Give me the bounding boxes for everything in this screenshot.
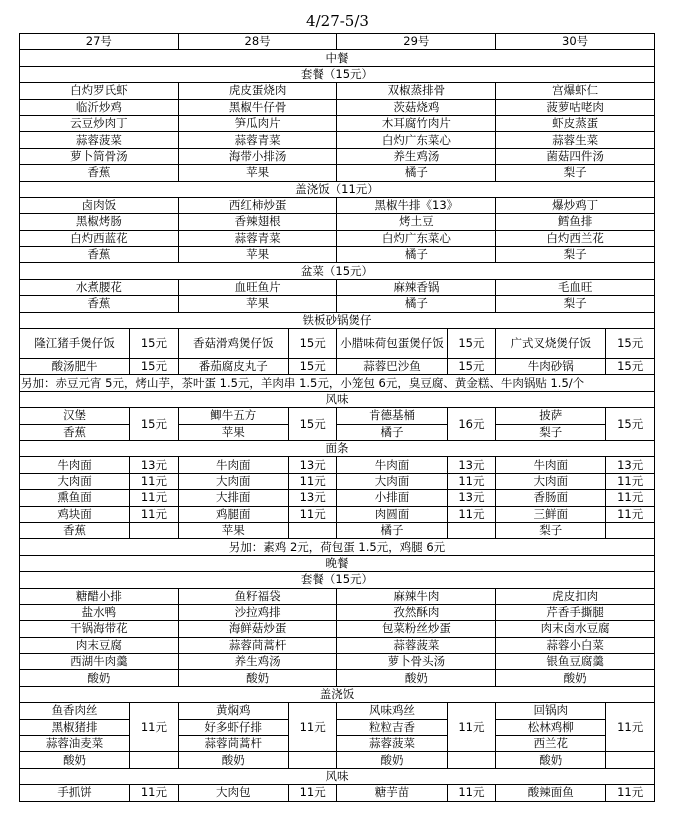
- dish-cell: 水煮腰花: [20, 279, 179, 295]
- dish-cell: 萝卜筒骨汤: [20, 148, 179, 164]
- dish-price: 11元: [288, 703, 337, 752]
- dish-cell: 苹果: [178, 165, 337, 181]
- dish-price: 15元: [130, 329, 179, 359]
- dish-cell: 糖醋小排: [20, 588, 179, 604]
- meal-header-dinner: 晚餐: [20, 555, 655, 571]
- dish-price: 11元: [606, 703, 655, 752]
- menu-row: [20, 214, 655, 230]
- dish-name: 鲫牛五方: [178, 408, 288, 424]
- section-header-row: [20, 312, 655, 328]
- menu-row: [20, 703, 655, 719]
- dish-cell: 蒜蓉菠菜: [337, 637, 496, 653]
- empty-cell: [447, 752, 496, 768]
- dish-price: 13元: [288, 457, 337, 473]
- dish-name: 鸡腿面: [178, 506, 288, 522]
- note-row: [20, 375, 655, 391]
- dish-cell: 黑椒牛排《13》: [337, 197, 496, 213]
- dish-name: 酸汤肥牛: [20, 359, 130, 375]
- dish-name: 鱼香肉丝: [20, 703, 130, 719]
- dish-price: 15元: [606, 359, 655, 375]
- section-header: 盆菜（15元）: [20, 263, 655, 279]
- dish-cell: 蒜蓉茼蒿杆: [178, 637, 337, 653]
- fruit-cell: 橘子: [337, 522, 447, 538]
- dish-cell: 菠萝咕咾肉: [496, 99, 655, 115]
- dish-price: 11元: [606, 490, 655, 506]
- drink-cell: 酸奶: [178, 752, 288, 768]
- dish-name: 肯德基桶: [337, 408, 447, 424]
- dish-name: 蒜蓉茼蒿杆: [178, 736, 288, 752]
- extras-note: 另加：素鸡 2元，荷包蛋 1.5元，鸡腿 6元: [20, 539, 655, 555]
- dish-cell: 西湖牛肉羹: [20, 654, 179, 670]
- dish-name: 大排面: [178, 490, 288, 506]
- section-header: 套餐（15元）: [20, 66, 655, 82]
- day-header: 30号: [496, 34, 655, 50]
- dish-cell: 橘子: [337, 247, 496, 263]
- dish-name: 大肉面: [337, 473, 447, 489]
- dish-cell: 银鱼豆腐羹: [496, 654, 655, 670]
- dish-cell: 黑椒牛仔骨: [178, 99, 337, 115]
- drink-cell: 酸奶: [20, 752, 130, 768]
- dish-cell: 香蕉: [20, 296, 179, 312]
- dish-cell: 苹果: [178, 247, 337, 263]
- meal-header-dinner-row: [20, 555, 655, 571]
- dish-price: 13元: [130, 457, 179, 473]
- dish-cell: 白灼广东菜心: [337, 132, 496, 148]
- dish-name: 鸡块面: [20, 506, 130, 522]
- dish-name: 松林鸡柳: [496, 719, 606, 735]
- menu-row: [20, 359, 655, 375]
- dish-cell: 白灼西蓝花: [20, 230, 179, 246]
- dish-name: 小排面: [337, 490, 447, 506]
- menu-row: [20, 197, 655, 213]
- page-title: 4/27-5/3: [306, 12, 369, 30]
- weekly-menu-table: [19, 33, 655, 802]
- section-header-row: [20, 686, 655, 702]
- dish-cell: 酸奶: [20, 670, 179, 686]
- dish-price: 11元: [130, 473, 179, 489]
- dish-cell: 酸奶: [178, 670, 337, 686]
- dish-price: 15元: [130, 359, 179, 375]
- dish-name: 大肉面: [496, 473, 606, 489]
- dish-cell: 西红柿炒蛋: [178, 197, 337, 213]
- dish-name: 广式叉烧煲仔饭: [496, 329, 606, 359]
- dish-name: 蒜蓉油麦菜: [20, 736, 130, 752]
- menu-row: [20, 296, 655, 312]
- dish-price: 15元: [288, 359, 337, 375]
- dish-name: 好多虾仔排: [178, 719, 288, 735]
- dish-price: 15元: [130, 408, 179, 441]
- dish-cell: 烤土豆: [337, 214, 496, 230]
- dish-price: 11元: [130, 506, 179, 522]
- dish-price: 16元: [447, 408, 496, 441]
- dish-cell: 菌菇四件汤: [496, 148, 655, 164]
- dish-cell: 爆炒鸡丁: [496, 197, 655, 213]
- menu-row: [20, 457, 655, 473]
- dish-cell: 蒜蓉小白菜: [496, 637, 655, 653]
- section-header: 套餐（15元）: [20, 572, 655, 588]
- dish-name: 大肉包: [178, 785, 288, 801]
- section-header-row: [20, 66, 655, 82]
- dish-price: 11元: [447, 703, 496, 752]
- dish-name: 糖芋苗: [337, 785, 447, 801]
- dish-cell: 白灼罗氏虾: [20, 83, 179, 99]
- dish-cell: 香辣翅根: [178, 214, 337, 230]
- dish-cell: 肉末豆腐: [20, 637, 179, 653]
- fruit-cell: 香蕉: [20, 522, 130, 538]
- dish-name: 肉圆面: [337, 506, 447, 522]
- empty-cell: [447, 522, 496, 538]
- dish-cell: 香蕉: [20, 165, 179, 181]
- menu-row: [20, 637, 655, 653]
- section-header: 风味: [20, 391, 655, 407]
- dish-cell: 蒜蓉生菜: [496, 132, 655, 148]
- dish-name: 披萨: [496, 408, 606, 424]
- menu-row: [20, 329, 655, 359]
- empty-cell: [606, 752, 655, 768]
- menu-row: [20, 279, 655, 295]
- dish-cell: 麻辣香锅: [337, 279, 496, 295]
- dish-cell: 鱼籽福袋: [178, 588, 337, 604]
- menu-row: [20, 408, 655, 424]
- section-header-row: [20, 572, 655, 588]
- dish-cell: 蒜蓉青菜: [178, 230, 337, 246]
- dish-price: 15元: [447, 359, 496, 375]
- menu-row: [20, 654, 655, 670]
- dish-name: 粒粒吉香: [337, 719, 447, 735]
- dish-cell: 肉末卤水豆腐: [496, 621, 655, 637]
- menu-row: [20, 621, 655, 637]
- menu-row: [20, 247, 655, 263]
- section-header-row: [20, 391, 655, 407]
- dish-price: 15元: [288, 329, 337, 359]
- dish-cell: 盐水鸭: [20, 604, 179, 620]
- fruit-cell: 苹果: [178, 522, 288, 538]
- dish-cell: 孜然酥肉: [337, 604, 496, 620]
- dish-name: 香菇滑鸡煲仔饭: [178, 329, 288, 359]
- note-row: [20, 539, 655, 555]
- dish-cell: 双椒蒸排骨: [337, 83, 496, 99]
- dish-cell: 白灼西兰花: [496, 230, 655, 246]
- dish-cell: 虎皮扣肉: [496, 588, 655, 604]
- dish-cell: 酸奶: [337, 670, 496, 686]
- section-header: 盖浇饭（11元）: [20, 181, 655, 197]
- dish-cell: 笋瓜肉片: [178, 115, 337, 131]
- dish-cell: 苹果: [178, 296, 337, 312]
- menu-row: [20, 522, 655, 538]
- fruit-cell: 苹果: [178, 424, 288, 440]
- empty-cell: [130, 522, 179, 538]
- dish-name: 黑椒猪排: [20, 719, 130, 735]
- menu-row: [20, 99, 655, 115]
- dish-name: 熏鱼面: [20, 490, 130, 506]
- section-header-row: [20, 768, 655, 784]
- dish-cell: 养生鸡汤: [178, 654, 337, 670]
- dish-price: 11元: [288, 473, 337, 489]
- menu-row: [20, 230, 655, 246]
- menu-row: [20, 490, 655, 506]
- dish-cell: 白灼广东菜心: [337, 230, 496, 246]
- section-header: 面条: [20, 440, 655, 456]
- dish-cell: 养生鸡汤: [337, 148, 496, 164]
- dish-price: 11元: [288, 785, 337, 801]
- section-header: 盖浇饭: [20, 686, 655, 702]
- dish-name: 西兰花: [496, 736, 606, 752]
- dish-price: 11元: [606, 785, 655, 801]
- menu-row: [20, 670, 655, 686]
- dish-price: 11元: [130, 785, 179, 801]
- meal-header-lunch: 中餐: [20, 50, 655, 66]
- meal-header-lunch-row: [20, 50, 655, 66]
- menu-row: [20, 148, 655, 164]
- dish-price: 11元: [288, 506, 337, 522]
- fruit-cell: 橘子: [337, 424, 447, 440]
- drink-cell: 酸奶: [496, 752, 606, 768]
- dish-cell: 香蕉: [20, 247, 179, 263]
- menu-row: [20, 424, 655, 440]
- dish-cell: 木耳腐竹肉片: [337, 115, 496, 131]
- menu-row: [20, 115, 655, 131]
- empty-cell: [606, 522, 655, 538]
- drink-cell: 酸奶: [337, 752, 447, 768]
- dish-name: 汉堡: [20, 408, 130, 424]
- section-header-row: [20, 181, 655, 197]
- dish-cell: 虎皮蛋烧肉: [178, 83, 337, 99]
- dish-cell: 海带小排汤: [178, 148, 337, 164]
- dish-price: 13元: [447, 457, 496, 473]
- day-header: 27号: [20, 34, 179, 50]
- dish-cell: 虾皮蒸蛋: [496, 115, 655, 131]
- dish-cell: 宫爆虾仁: [496, 83, 655, 99]
- dish-name: 大肉面: [178, 473, 288, 489]
- dish-cell: 梨子: [496, 165, 655, 181]
- dish-cell: 茨菇烧鸡: [337, 99, 496, 115]
- dish-price: 11元: [606, 506, 655, 522]
- dish-cell: 干锅海带花: [20, 621, 179, 637]
- dish-cell: 梨子: [496, 296, 655, 312]
- fruit-cell: 梨子: [496, 424, 606, 440]
- dish-cell: 橘子: [337, 165, 496, 181]
- dish-cell: 蒜蓉青菜: [178, 132, 337, 148]
- dish-name: 酸辣面鱼: [496, 785, 606, 801]
- section-header: 铁板砂锅煲仔: [20, 312, 655, 328]
- menu-row: [20, 506, 655, 522]
- menu-row: [20, 604, 655, 620]
- dish-price: 15元: [288, 408, 337, 441]
- dish-cell: 萝卜骨头汤: [337, 654, 496, 670]
- dish-name: 蒜蓉巴沙鱼: [337, 359, 447, 375]
- dish-price: 15元: [447, 329, 496, 359]
- day-header: 29号: [337, 34, 496, 50]
- dish-cell: 蒜蓉菠菜: [20, 132, 179, 148]
- dish-name: 香肠面: [496, 490, 606, 506]
- dish-cell: 黑椒烤肠: [20, 214, 179, 230]
- dish-cell: 临沂炒鸡: [20, 99, 179, 115]
- dish-price: 11元: [606, 473, 655, 489]
- dish-price: 11元: [130, 490, 179, 506]
- day-header: 28号: [178, 34, 337, 50]
- section-header-row: [20, 440, 655, 456]
- dish-cell: 酸奶: [496, 670, 655, 686]
- dish-name: 小腊味荷包蛋煲仔饭: [337, 329, 447, 359]
- day-header-row: [20, 34, 655, 50]
- dish-name: 大肉面: [20, 473, 130, 489]
- dish-price: 11元: [447, 785, 496, 801]
- section-header: 风味: [20, 768, 655, 784]
- menu-row: [20, 719, 655, 735]
- dish-name: 牛肉面: [496, 457, 606, 473]
- dish-cell: 沙拉鸡排: [178, 604, 337, 620]
- dish-cell: 麻辣牛肉: [337, 588, 496, 604]
- menu-row: [20, 132, 655, 148]
- fruit-cell: 梨子: [496, 522, 606, 538]
- dish-price: 13元: [288, 490, 337, 506]
- dish-cell: 卤肉饭: [20, 197, 179, 213]
- dish-cell: 血旺鱼片: [178, 279, 337, 295]
- dish-name: 牛肉面: [178, 457, 288, 473]
- dish-cell: 云豆炒肉丁: [20, 115, 179, 131]
- empty-cell: [130, 752, 179, 768]
- dish-name: 牛肉面: [20, 457, 130, 473]
- menu-row: [20, 785, 655, 801]
- section-header-row: [20, 263, 655, 279]
- menu-row: [20, 752, 655, 768]
- empty-cell: [288, 752, 337, 768]
- dish-price: 15元: [606, 329, 655, 359]
- dish-name: 三鲜面: [496, 506, 606, 522]
- dish-name: 番茄腐皮丸子: [178, 359, 288, 375]
- dish-name: 风味鸡丝: [337, 703, 447, 719]
- dish-name: 牛肉面: [337, 457, 447, 473]
- dish-price: 11元: [130, 703, 179, 752]
- dish-cell: 海鲜菇炒蛋: [178, 621, 337, 637]
- dish-name: 牛肉砂锅: [496, 359, 606, 375]
- extras-note: 另加：赤豆元宵 5元，烤山芋，茶叶蛋 1.5元，羊肉串 1.5元，小笼包 6元，臭豆腐、黄金糕、牛肉锅贴 1.5/个: [20, 375, 655, 391]
- dish-price: 13元: [447, 490, 496, 506]
- dish-name: 蒜蓉菠菜: [337, 736, 447, 752]
- dish-price: 13元: [606, 457, 655, 473]
- menu-row: [20, 83, 655, 99]
- dish-price: 15元: [606, 408, 655, 441]
- dish-cell: 鳕鱼排: [496, 214, 655, 230]
- dish-cell: 毛血旺: [496, 279, 655, 295]
- dish-name: 手抓饼: [20, 785, 130, 801]
- dish-price: 11元: [447, 506, 496, 522]
- dish-name: 回锅肉: [496, 703, 606, 719]
- menu-row: [20, 588, 655, 604]
- dish-cell: 橘子: [337, 296, 496, 312]
- menu-row: [20, 736, 655, 752]
- dish-name: 隆江猪手煲仔饭: [20, 329, 130, 359]
- dish-cell: 芹香手撕腿: [496, 604, 655, 620]
- fruit-cell: 香蕉: [20, 424, 130, 440]
- dish-cell: 梨子: [496, 247, 655, 263]
- menu-row: [20, 165, 655, 181]
- menu-row: [20, 473, 655, 489]
- dish-price: 11元: [447, 473, 496, 489]
- empty-cell: [288, 522, 337, 538]
- dish-name: 黄焖鸡: [178, 703, 288, 719]
- dish-cell: 包菜粉丝炒蛋: [337, 621, 496, 637]
